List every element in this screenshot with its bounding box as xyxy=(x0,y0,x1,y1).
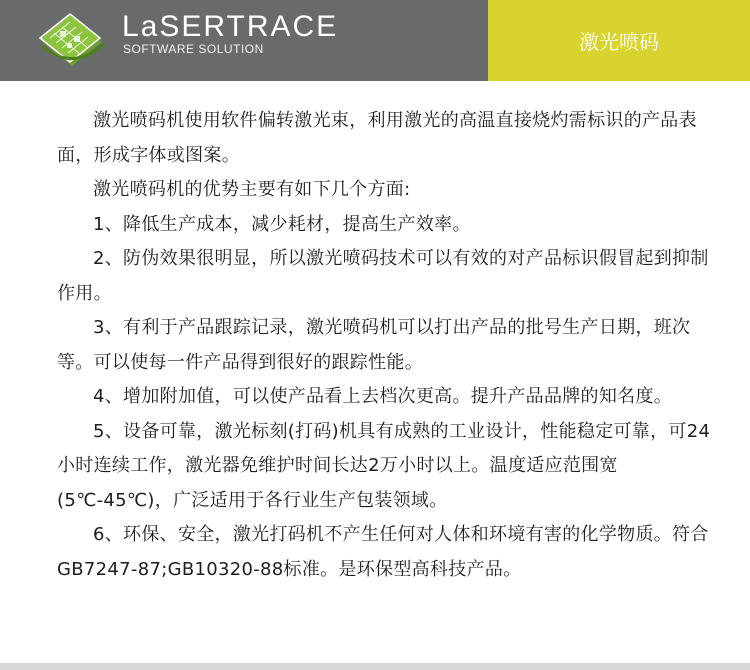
brand-tagline: SOFTWARE SOLUTION xyxy=(123,42,264,56)
advantage-item: 2、防伪效果很明显，所以激光喷码技术可以有效的对产品标识假冒起到抑制作用。 xyxy=(57,248,709,304)
brand-banner xyxy=(0,0,488,81)
lasertrace-logo-icon xyxy=(34,6,110,76)
advantage-item: 4、增加附加值，可以使产品看上去档次更高。提升产品品牌的知名度。 xyxy=(93,386,673,407)
section-title: 激光喷码 xyxy=(488,0,750,81)
advantage-item: 6、环保、安全，激光打码机不产生任何对人体和环境有害的化学物质。符合GB7247-87;GB10320-88标准。是环保型高科技产品。 xyxy=(57,524,709,580)
advantage-item: 1、降低生产成本，减少耗材，提高生产效率。 xyxy=(93,213,471,235)
footer-divider xyxy=(0,663,750,670)
advantage-item: 5、设备可靠，激光标刻(打码)机具有成熟的工业设计，性能稳定可靠，可24小时连续工作，激光器免维护时间长达2万小时以上。温度适应范围宽(5℃-45℃)，广泛适用于各行业生产包装领域。 xyxy=(57,420,711,511)
brand-name: LaSERTRACE xyxy=(122,10,339,43)
advantages-heading: 激光喷码机的优势主要有如下几个方面: xyxy=(93,179,411,200)
article-body xyxy=(57,104,717,587)
advantage-item: 3、有利于产品跟踪记录，激光喷码机可以打出产品的批号生产日期，班次等。可以使每一件产品得到很好的跟踪性能。 xyxy=(57,317,691,373)
page-header xyxy=(0,0,750,81)
intro-paragraph: 激光喷码机使用软件偏转激光束，利用激光的高温直接烧灼需标识的产品表面，形成字体或图案。 xyxy=(57,110,697,166)
